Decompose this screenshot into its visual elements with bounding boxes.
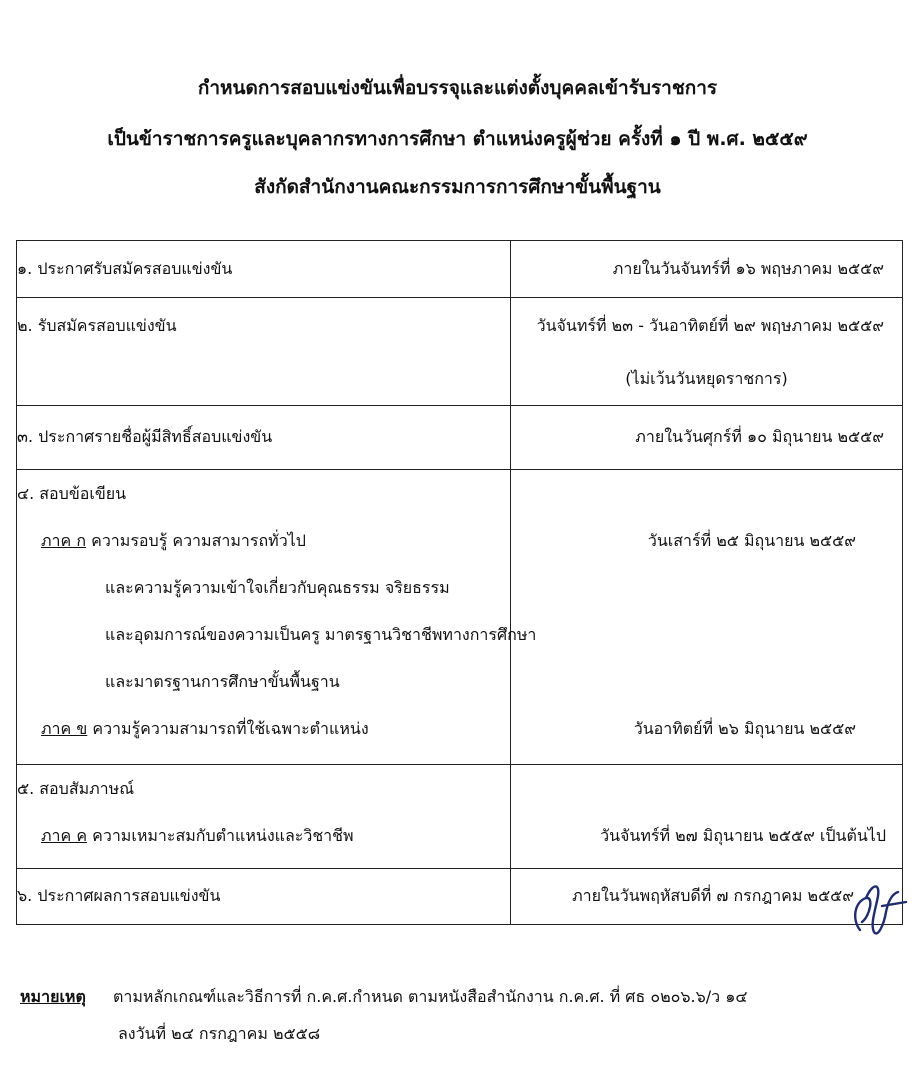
date-cell	[511, 298, 903, 406]
table-row	[17, 406, 903, 470]
part-a-label: ภาค ก	[41, 531, 87, 550]
item-label: ๖. ประกาศผลการสอบแข่งขัน	[17, 886, 221, 905]
schedule-table	[16, 240, 903, 925]
item-label: ๕. สอบสัมภาษณ์	[17, 779, 135, 798]
part-a-line-4: และมาตรฐานการศึกษาขั้นพื้นฐาน	[105, 672, 340, 691]
note-label: หมายเหตุ	[20, 987, 86, 1006]
date-cell	[511, 241, 903, 298]
part-b-line	[17, 705, 510, 752]
part-a-line-3: และอุดมการณ์ของความเป็นครู มาตรฐานวิชาชีพทางการศึกษา	[105, 625, 537, 644]
title-line-3: สังกัดสำนักงานคณะกรรมการการศึกษาขั้นพื้นฐาน	[254, 176, 661, 198]
date-cell	[511, 406, 903, 470]
date-value: ภายในวันพฤหัสบดีที่ ๗ กรกฎาคม ๒๕๕๙	[572, 886, 854, 905]
part-a-text: ความรอบรู้ ความสามารถทั่วไป	[91, 531, 306, 550]
part-b-label: ภาค ข	[41, 719, 88, 738]
table-row	[17, 298, 903, 406]
table-row	[17, 241, 903, 298]
item-label: ๒. รับสมัครสอบแข่งขัน	[17, 316, 177, 335]
part-c-text: ความเหมาะสมกับตำแหน่งและวิชาชีพ	[92, 826, 354, 845]
date-value: วันจันทร์ที่ ๒๓ - วันอาทิตย์ที่ ๒๙ พฤษภาคม ๒๕๕๙	[536, 316, 884, 335]
part-b-date: วันอาทิตย์ที่ ๒๖ มิถุนายน ๒๕๕๙	[633, 719, 856, 738]
item-cell	[17, 298, 511, 406]
item-cell	[17, 241, 511, 298]
part-c-label: ภาค ค	[41, 826, 88, 845]
signature-mark	[848, 872, 910, 942]
item-label: ๑. ประกาศรับสมัครสอบแข่งขัน	[17, 259, 233, 278]
note-text-2: ลงวันที่ ๒๔ กรกฎาคม ๒๕๕๘	[118, 1024, 321, 1043]
date-value: ภายในวันจันทร์ที่ ๑๖ พฤษภาคม ๒๕๕๙	[612, 259, 884, 278]
item-cell	[17, 765, 511, 869]
part-a-date: วันเสาร์ที่ ๒๕ มิถุนายน ๒๕๕๙	[647, 531, 856, 550]
part-c-date: วันจันทร์ที่ ๒๗ มิถุนายน ๒๕๕๙ เป็นต้นไป	[600, 826, 886, 845]
note-text: ตามหลักเกณฑ์และวิธีการที่ ก.ค.ศ.กำหนด ตามหนังสือสำนักงาน ก.ค.ศ. ที่ ศธ ๐๒๐๖.๖/ว ๑๔	[112, 987, 748, 1006]
item-cell	[17, 470, 537, 765]
date-cell	[511, 470, 903, 765]
date-value: ภายในวันศุกร์ที่ ๑๐ มิถุนายน ๒๕๕๙	[635, 427, 884, 446]
item-cell	[17, 406, 511, 470]
item-label: ๔. สอบข้อเขียน	[17, 484, 127, 503]
part-b-text: ความรู้ความสามารถที่ใช้เฉพาะตำแหน่ง	[92, 719, 369, 738]
part-a-line	[17, 517, 510, 564]
part-c-line	[17, 812, 510, 859]
date-cell	[511, 869, 903, 925]
item-label: ๓. ประกาศรายชื่อผู้มีสิทธิ์สอบแข่งขัน	[17, 427, 273, 446]
note	[20, 985, 748, 1009]
table-row	[17, 470, 903, 765]
table-row	[17, 765, 903, 869]
item-cell	[17, 869, 511, 925]
table-row	[17, 869, 903, 925]
title-line-1: กำหนดการสอบแข่งขันเพื่อบรรจุและแต่งตั้งบุคคลเข้ารับราชการ	[197, 77, 718, 99]
date-note: (ไม่เว้นวันหยุดราชการ)	[625, 369, 788, 388]
title-line-2: เป็นข้าราชการครูและบุคลากรทางการศึกษา ตำแหน่งครูผู้ช่วย ครั้งที่ ๑ ปี พ.ศ. ๒๕๕๙	[107, 128, 808, 150]
part-a-line-2: และความรู้ความเข้าใจเกี่ยวกับคุณธรรม จริยธรรม	[105, 578, 450, 597]
date-cell	[511, 765, 903, 869]
